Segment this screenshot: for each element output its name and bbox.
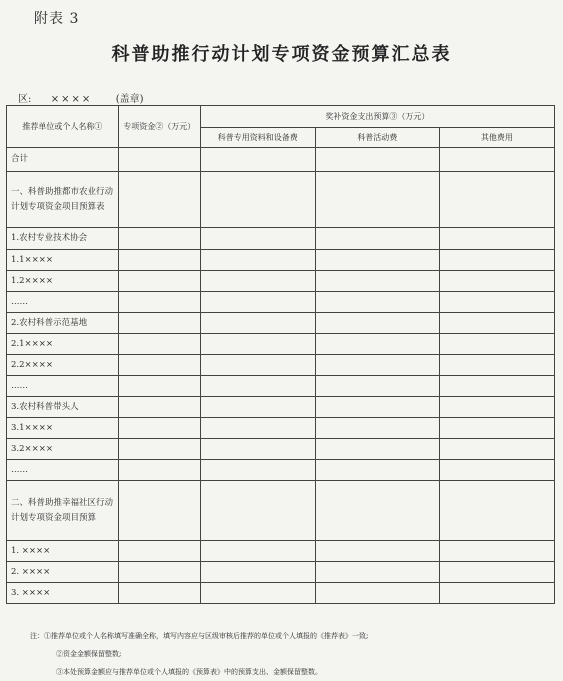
blank-cell bbox=[200, 271, 315, 292]
blank-cell bbox=[439, 250, 554, 271]
table-row bbox=[7, 313, 555, 334]
table-row bbox=[7, 271, 555, 292]
blank-cell bbox=[118, 292, 200, 313]
blank-cell bbox=[315, 148, 439, 172]
blank-cell bbox=[200, 250, 315, 271]
blank-cell bbox=[118, 397, 200, 418]
table-row bbox=[7, 148, 555, 172]
blank-cell bbox=[118, 250, 200, 271]
blank-cell bbox=[315, 334, 439, 355]
row-label: 3.农村科普带头人 bbox=[7, 397, 119, 418]
row-label: 3.1×××× bbox=[7, 418, 119, 439]
blank-cell bbox=[439, 148, 554, 172]
seal-note: (盖章) bbox=[115, 94, 144, 105]
table-row bbox=[7, 355, 555, 376]
table-row bbox=[7, 481, 555, 541]
blank-cell bbox=[315, 271, 439, 292]
row-label: 3.2×××× bbox=[7, 439, 119, 460]
header-equipment: 科普专用资料和设备费 bbox=[200, 128, 315, 148]
blank-cell bbox=[439, 313, 554, 334]
blank-cell bbox=[118, 376, 200, 397]
district-value: ×××× bbox=[43, 94, 101, 106]
blank-cell bbox=[200, 583, 315, 604]
blank-cell bbox=[439, 397, 554, 418]
blank-cell bbox=[439, 541, 554, 562]
row-label: …… bbox=[7, 292, 119, 313]
table-row bbox=[7, 250, 555, 271]
blank-cell bbox=[315, 418, 439, 439]
header-applicant: 推荐单位或个人名称① bbox=[7, 106, 119, 148]
blank-cell bbox=[439, 172, 554, 228]
row-label: 二、科普助推幸福社区行动计划专项资金项目预算 bbox=[7, 481, 119, 541]
blank-cell bbox=[118, 583, 200, 604]
table-row bbox=[7, 172, 555, 228]
blank-cell bbox=[439, 292, 554, 313]
blank-cell bbox=[200, 355, 315, 376]
blank-cell bbox=[200, 292, 315, 313]
row-label: 1.2×××× bbox=[7, 271, 119, 292]
budget-summary-table bbox=[6, 105, 555, 604]
blank-cell bbox=[200, 172, 315, 228]
blank-cell bbox=[439, 271, 554, 292]
blank-cell bbox=[118, 418, 200, 439]
header-special-fund: 专项资金②（万元） bbox=[118, 106, 200, 148]
table-row bbox=[7, 228, 555, 250]
table-row bbox=[7, 583, 555, 604]
blank-cell bbox=[315, 562, 439, 583]
blank-cell bbox=[439, 583, 554, 604]
blank-cell bbox=[200, 460, 315, 481]
blank-cell bbox=[315, 460, 439, 481]
row-label: 2. ×××× bbox=[7, 562, 119, 583]
row-label: 3. ×××× bbox=[7, 583, 119, 604]
blank-cell bbox=[118, 481, 200, 541]
blank-cell bbox=[315, 481, 439, 541]
blank-cell bbox=[200, 148, 315, 172]
blank-cell bbox=[200, 397, 315, 418]
blank-cell bbox=[315, 355, 439, 376]
blank-cell bbox=[439, 376, 554, 397]
blank-cell bbox=[439, 481, 554, 541]
blank-cell bbox=[118, 439, 200, 460]
blank-cell bbox=[315, 250, 439, 271]
row-label: 1.农村专业技术协会 bbox=[7, 228, 119, 250]
table-row bbox=[7, 397, 555, 418]
blank-cell bbox=[315, 541, 439, 562]
blank-cell bbox=[200, 541, 315, 562]
district-line bbox=[18, 90, 144, 106]
blank-cell bbox=[439, 439, 554, 460]
row-label: 一、科普助推都市农业行动计划专项资金项目预算表 bbox=[7, 172, 119, 228]
blank-cell bbox=[439, 562, 554, 583]
blank-cell bbox=[315, 292, 439, 313]
attachment-label: 附表 3 bbox=[34, 11, 80, 27]
note-line: ②资金金额保留整数; bbox=[56, 650, 122, 658]
table-row bbox=[7, 292, 555, 313]
blank-cell bbox=[439, 418, 554, 439]
row-label: 2.2×××× bbox=[7, 355, 119, 376]
table-row bbox=[7, 334, 555, 355]
row-label: 2.农村科普示范基地 bbox=[7, 313, 119, 334]
row-label: …… bbox=[7, 460, 119, 481]
table-row bbox=[7, 376, 555, 397]
row-label: 1. ×××× bbox=[7, 541, 119, 562]
blank-cell bbox=[315, 439, 439, 460]
table-row bbox=[7, 439, 555, 460]
blank-cell bbox=[315, 376, 439, 397]
blank-cell bbox=[118, 562, 200, 583]
blank-cell bbox=[315, 583, 439, 604]
blank-cell bbox=[439, 228, 554, 250]
blank-cell bbox=[200, 334, 315, 355]
row-label: …… bbox=[7, 376, 119, 397]
page-title: 科普助推行动计划专项资金预算汇总表 bbox=[111, 44, 452, 65]
district-label: 区: bbox=[18, 94, 32, 105]
blank-cell bbox=[315, 228, 439, 250]
notes bbox=[30, 627, 550, 681]
blank-cell bbox=[118, 313, 200, 334]
table-row bbox=[7, 562, 555, 583]
note-line: 注：①推荐单位或个人名称填写准确全称，填写内容应与区级审核后推荐的单位或个人填报的《推荐表》一致; bbox=[30, 632, 369, 640]
blank-cell bbox=[118, 541, 200, 562]
blank-cell bbox=[315, 172, 439, 228]
blank-cell bbox=[118, 355, 200, 376]
blank-cell bbox=[118, 148, 200, 172]
blank-cell bbox=[200, 376, 315, 397]
row-label: 合计 bbox=[7, 148, 119, 172]
note-line: ③本处预算金额应与推荐单位或个人填报的《预算表》中的预算支出、金额保留整数。 bbox=[56, 668, 322, 676]
table-row bbox=[7, 541, 555, 562]
header-activities: 科普活动费 bbox=[315, 128, 439, 148]
blank-cell bbox=[200, 228, 315, 250]
blank-cell bbox=[118, 228, 200, 250]
table-row bbox=[7, 460, 555, 481]
blank-cell bbox=[439, 355, 554, 376]
blank-cell bbox=[200, 439, 315, 460]
header-subsidy-group: 奖补资金支出预算③（万元） bbox=[200, 106, 554, 128]
blank-cell bbox=[439, 334, 554, 355]
blank-cell bbox=[118, 334, 200, 355]
blank-cell bbox=[200, 481, 315, 541]
row-label: 2.1×××× bbox=[7, 334, 119, 355]
blank-cell bbox=[200, 418, 315, 439]
blank-cell bbox=[118, 460, 200, 481]
blank-cell bbox=[315, 313, 439, 334]
table-row bbox=[7, 418, 555, 439]
blank-cell bbox=[118, 271, 200, 292]
row-label: 1.1×××× bbox=[7, 250, 119, 271]
blank-cell bbox=[439, 460, 554, 481]
blank-cell bbox=[200, 313, 315, 334]
blank-cell bbox=[315, 397, 439, 418]
header-other: 其他费用 bbox=[439, 128, 554, 148]
blank-cell bbox=[118, 172, 200, 228]
blank-cell bbox=[200, 562, 315, 583]
